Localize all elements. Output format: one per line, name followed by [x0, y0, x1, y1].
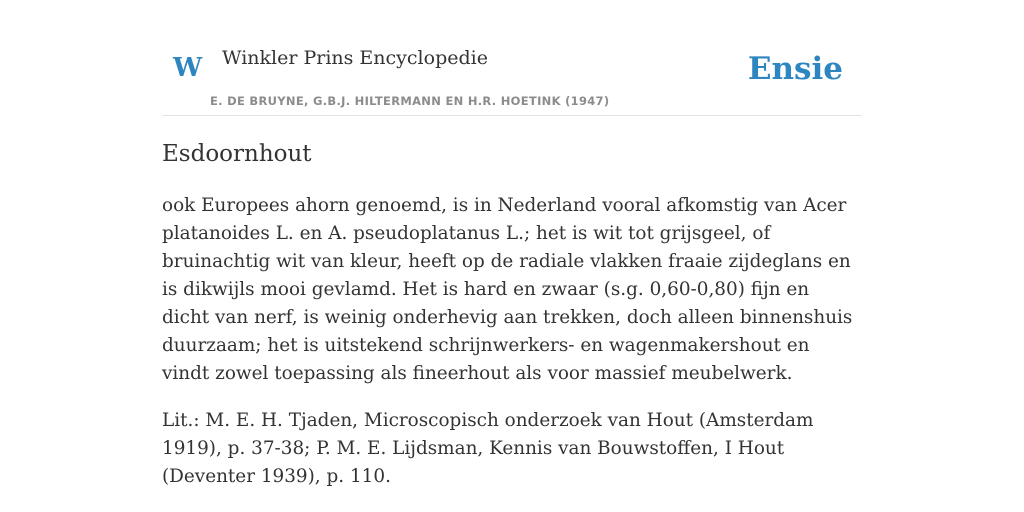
publication-authors: E. DE BRUYNE, G.B.J. HILTERMANN EN H.R. HOETINK (1947) [210, 94, 610, 108]
entry-literature: Lit.: M. E. H. Tjaden, Microscopisch onderzoek van Hout (Amsterdam 1919), p. 37-38; P. M. E. Lijdsman, Kennis van Bouwstoffen, I Hout (Deventer 1939), p. 110. [162, 410, 814, 487]
entry-body: ook Europees ahorn genoemd, is in Nederland vooral afkomstig van Acer platanoides L. en A. pseudoplatanus L.; het is wit tot grijsgeel, of bruinachtig wit van kleur, heeft op de radiale vlakken fraaie zijdeglans en is dikwijls mooi gevlamd. Het is hard en zwaar (s.g. 0,60-0,80) fijn en dicht van nerf, is weinig onderhevig aan trekken, doch alleen binnenshuis duurzaam; het is uitstekend schrijnwerkers- en wagenmakershout en vindt zowel toepassing als fineerhout als voor massief meubelwerk. [162, 195, 853, 384]
header [162, 0, 862, 116]
page [162, 0, 862, 512]
brand-logo-link[interactable]: Ensie [747, 51, 843, 87]
entry-title: Esdoornhout [162, 141, 312, 167]
publication-title[interactable]: Winkler Prins Encyclopedie [222, 47, 488, 69]
publication-logo-icon[interactable]: W [173, 53, 203, 83]
